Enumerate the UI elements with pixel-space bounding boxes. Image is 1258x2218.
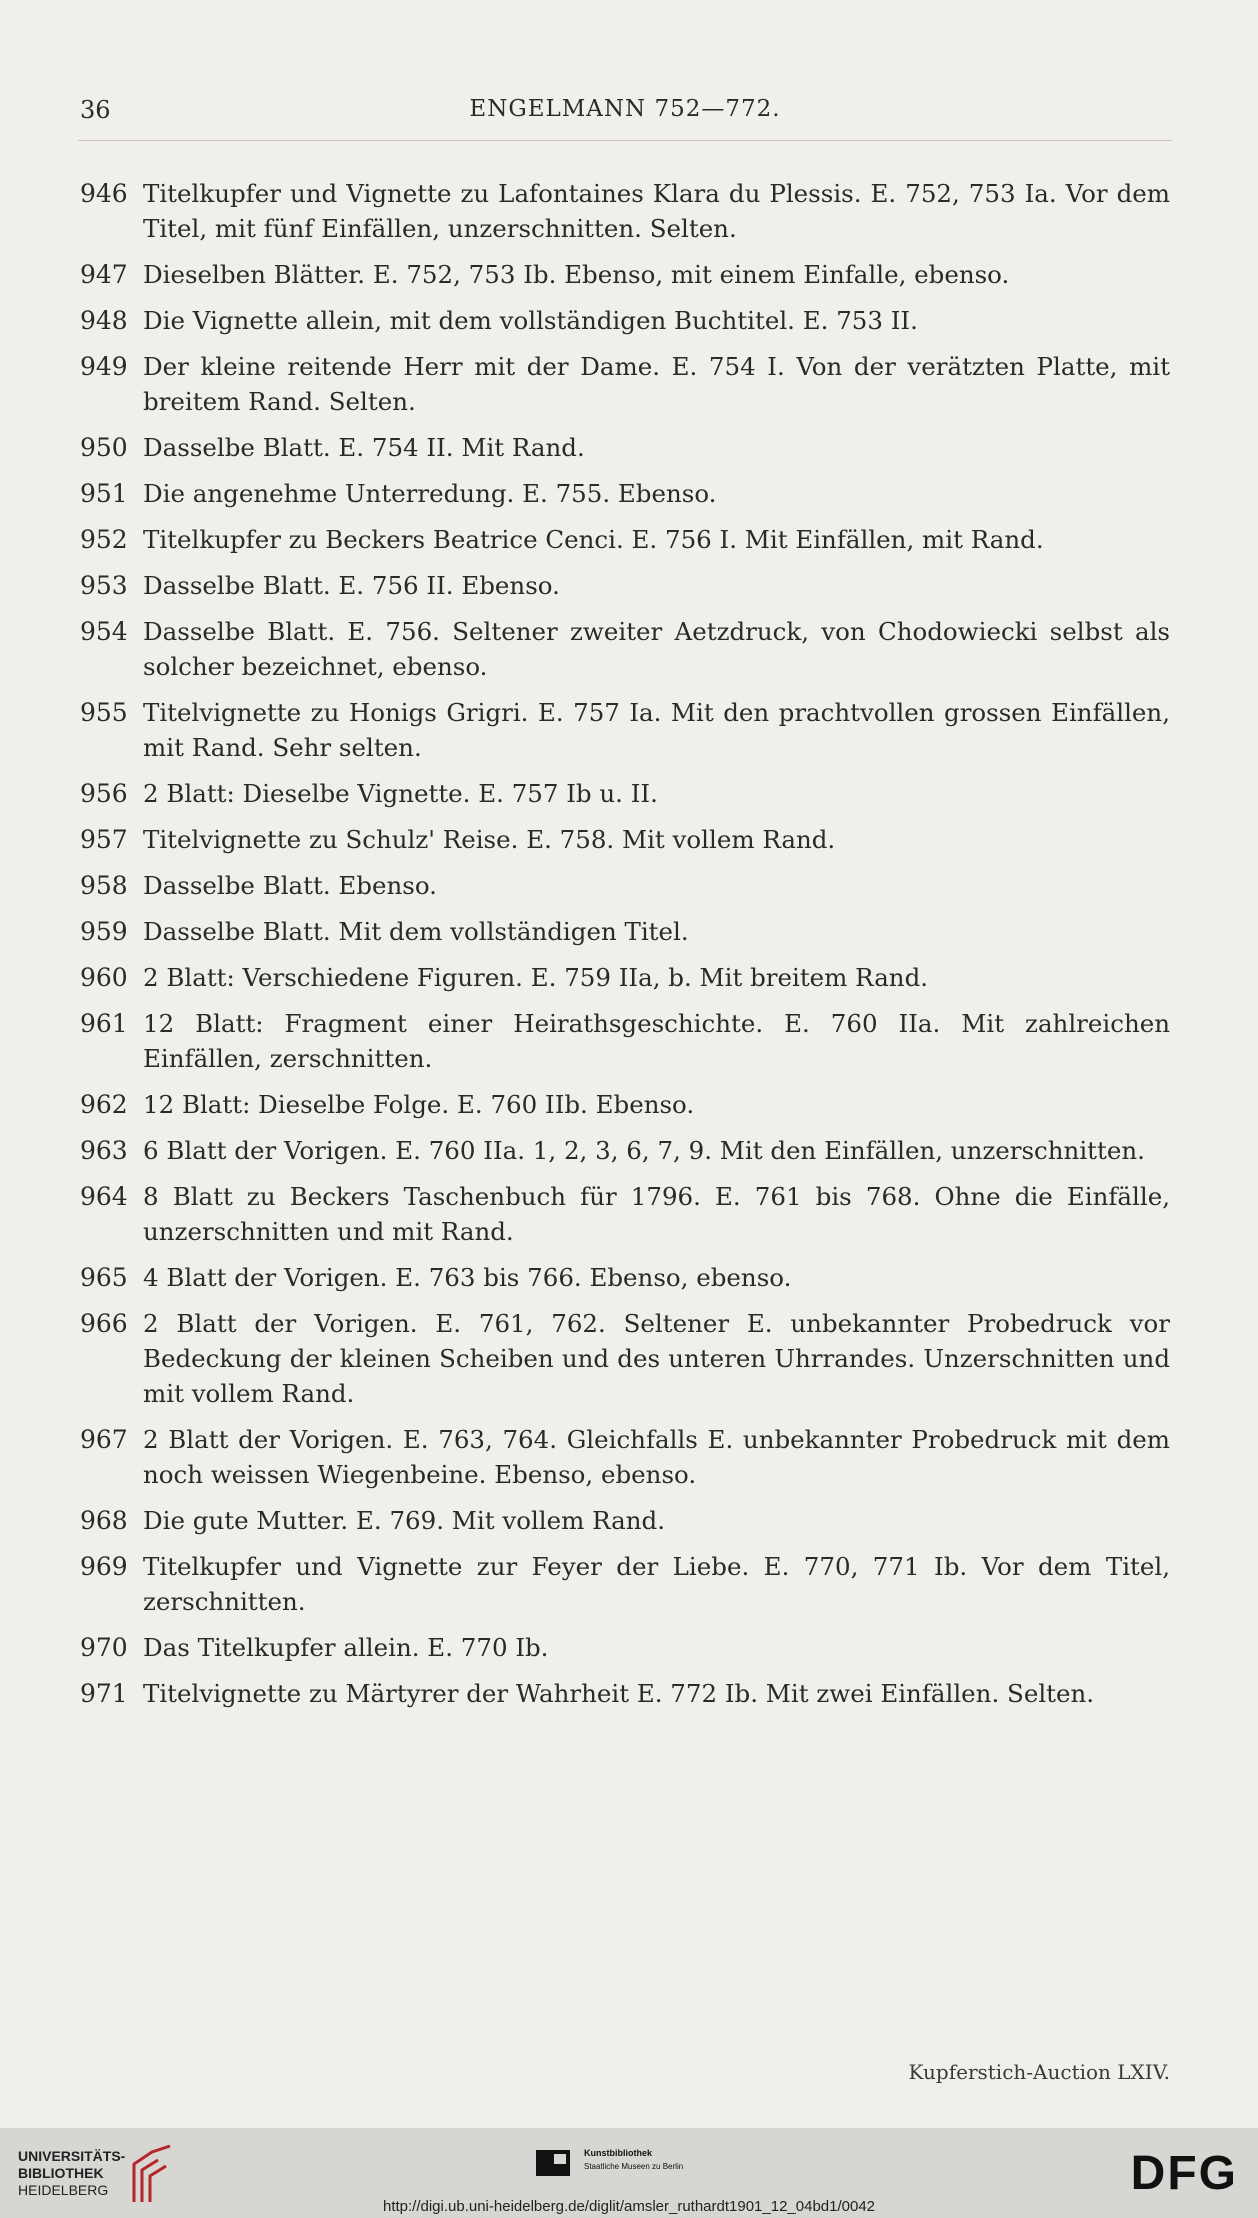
entry-description: 6 Blatt der Vorigen. E. 760 IIa. 1, 2, 3, 6, 7, 9. Mit den Einfällen, unzerschnitten.: [143, 1136, 1145, 1165]
catalog-entry: [80, 257, 1170, 292]
entry-number: 955: [80, 698, 128, 727]
catalog-entry: [80, 1179, 1170, 1249]
catalog-entry: [80, 1549, 1170, 1619]
entry-number: 953: [80, 571, 128, 600]
entry-number: 961: [80, 1009, 128, 1038]
kunstbibliothek-name: Kunstbibliothek: [584, 2148, 652, 2158]
kunstbibliothek-subtitle: Staatliche Museen zu Berlin: [584, 2162, 684, 2171]
entry-number: 971: [80, 1679, 128, 1708]
entry-description: Dieselben Blätter. E. 752, 753 Ib. Ebenso, mit einem Einfalle, ebenso.: [143, 260, 1010, 289]
entry-description: Die gute Mutter. E. 769. Mit vollem Rand.: [143, 1506, 666, 1535]
catalog-entry: [80, 476, 1170, 511]
catalog-entry: [80, 1306, 1170, 1411]
catalog-entry: [80, 695, 1170, 765]
catalog-entry: [80, 1676, 1170, 1711]
entry-description: Titelvignette zu Honigs Grigri. E. 757 Ia. Mit den prachtvollen grossen Einfällen, mit Rand. Sehr selten.: [143, 698, 1170, 762]
source-url[interactable]: http://digi.ub.uni-heidelberg.de/diglit/amsler_ruthardt1901_12_04bd1/0042: [382, 2198, 876, 2215]
entry-description: 12 Blatt: Dieselbe Folge. E. 760 IIb. Ebenso.: [143, 1090, 695, 1119]
entry-description: Dasselbe Blatt. E. 754 II. Mit Rand.: [143, 433, 585, 462]
entry-description: 2 Blatt: Verschiedene Figuren. E. 759 IIa, b. Mit breitem Rand.: [143, 963, 929, 992]
catalog-entry: [80, 522, 1170, 557]
entry-description: Titelkupfer zu Beckers Beatrice Cenci. E. 756 I. Mit Einfällen, mit Rand.: [143, 525, 1044, 554]
entry-description: Das Titelkupfer allein. E. 770 Ib.: [143, 1633, 549, 1662]
catalog-entry: [80, 1006, 1170, 1076]
entry-number: 970: [80, 1633, 128, 1662]
entry-description: Die Vignette allein, mit dem vollständigen Buchtitel. E. 753 II.: [143, 306, 918, 335]
catalog-entries: [80, 176, 1170, 1722]
catalog-entry: [80, 1503, 1170, 1538]
entry-number: 950: [80, 433, 128, 462]
entry-number: 960: [80, 963, 128, 992]
entry-number: 963: [80, 1136, 128, 1165]
library-name-line2: BIBLIOTHEK: [18, 2165, 104, 2181]
entry-description: 2 Blatt: Dieselbe Vignette. E. 757 Ib u. II.: [143, 779, 658, 808]
entry-description: 12 Blatt: Fragment einer Heirathsgeschichte. E. 760 IIa. Mit zahlreichen Einfällen, zerschnitten.: [143, 1009, 1170, 1073]
catalog-entry: [80, 960, 1170, 995]
entry-number: 948: [80, 306, 128, 335]
entry-description: Titelvignette zu Märtyrer der Wahrheit E. 772 Ib. Mit zwei Einfällen. Selten.: [143, 1679, 1095, 1708]
entry-description: 2 Blatt der Vorigen. E. 761, 762. Seltener E. unbekannter Probedruck vor Bedeckung der kleinen Scheiben und des unteren Uhrrandes. Unzerschnitten und mit vollem Rand.: [143, 1309, 1170, 1408]
library-name-line1: UNIVERSITÄTS-: [18, 2148, 126, 2164]
entry-number: 968: [80, 1506, 128, 1535]
catalog-entry: [80, 1422, 1170, 1492]
catalog-entry: [80, 303, 1170, 338]
catalog-entry: [80, 1260, 1170, 1295]
catalog-entry: [80, 914, 1170, 949]
entry-description: Dasselbe Blatt. E. 756 II. Ebenso.: [143, 571, 560, 600]
kunstbibliothek-icon: [536, 2150, 570, 2176]
running-title: ENGELMANN 752—772.: [469, 96, 781, 122]
catalog-entry: [80, 1630, 1170, 1665]
entry-description: Dasselbe Blatt. E. 756. Seltener zweiter Aetzdruck, von Chodowiecki selbst als solcher bezeichnet, ebenso.: [143, 617, 1170, 681]
entry-description: 4 Blatt der Vorigen. E. 763 bis 766. Ebenso, ebenso.: [143, 1263, 792, 1292]
catalog-entry: [80, 1087, 1170, 1122]
entry-description: Dasselbe Blatt. Ebenso.: [143, 871, 437, 900]
page-header: [80, 96, 1170, 132]
entry-number: 958: [80, 871, 128, 900]
entry-number: 946: [80, 179, 128, 208]
entry-description: Titelkupfer und Vignette zu Lafontaines Klara du Plessis. E. 752, 753 Ia. Vor dem Titel, mit fünf Einfällen, unzerschnitten. Selten.: [143, 179, 1170, 243]
entry-description: Die angenehme Unterredung. E. 755. Ebenso.: [143, 479, 717, 508]
dfg-logo[interactable]: DFG: [1130, 2147, 1238, 2200]
entry-description: 2 Blatt der Vorigen. E. 763, 764. Gleichfalls E. unbekannter Probedruck mit dem noch weissen Wiegenbeine. Ebenso, ebenso.: [143, 1425, 1170, 1489]
catalog-entry: [80, 568, 1170, 603]
entry-number: 957: [80, 825, 128, 854]
digitization-footer: [0, 2128, 1258, 2218]
entry-number: 954: [80, 617, 128, 646]
entry-number: 959: [80, 917, 128, 946]
footer-note: Kupferstich-Auction LXIV.: [908, 2060, 1170, 2084]
catalog-entry: [80, 614, 1170, 684]
entry-number: 947: [80, 260, 128, 289]
entry-number: 965: [80, 1263, 128, 1292]
entry-number: 964: [80, 1182, 128, 1211]
library-emblem-icon: [128, 2142, 176, 2206]
entry-number: 951: [80, 479, 128, 508]
library-name-line3: HEIDELBERG: [18, 2182, 109, 2198]
catalog-entry: [80, 776, 1170, 811]
entry-number: 969: [80, 1552, 128, 1581]
entry-number: 962: [80, 1090, 128, 1119]
entry-number: 967: [80, 1425, 128, 1454]
catalog-entry: [80, 1133, 1170, 1168]
entry-number: 956: [80, 779, 128, 808]
catalog-entry: [80, 176, 1170, 246]
catalog-entry: [80, 349, 1170, 419]
entry-description: 8 Blatt zu Beckers Taschenbuch für 1796. E. 761 bis 768. Ohne die Einfälle, unzerschnitten und mit Rand.: [143, 1182, 1170, 1246]
page-number: 36: [80, 96, 111, 124]
entry-description: Titelvignette zu Schulz' Reise. E. 758. Mit vollem Rand.: [143, 825, 836, 854]
entry-number: 966: [80, 1309, 128, 1338]
catalog-entry: [80, 868, 1170, 903]
entry-description: Titelkupfer und Vignette zur Feyer der Liebe. E. 770, 771 Ib. Vor dem Titel, zerschnitten.: [143, 1552, 1170, 1616]
header-rule: [78, 140, 1172, 141]
entry-number: 949: [80, 352, 128, 381]
university-library-logo[interactable]: [18, 2148, 125, 2199]
catalog-entry: [80, 822, 1170, 857]
entry-description: Der kleine reitende Herr mit der Dame. E. 754 I. Von der verätzten Platte, mit breitem Rand. Selten.: [143, 352, 1170, 416]
entry-number: 952: [80, 525, 128, 554]
catalog-entry: [80, 430, 1170, 465]
entry-description: Dasselbe Blatt. Mit dem vollständigen Titel.: [143, 917, 689, 946]
